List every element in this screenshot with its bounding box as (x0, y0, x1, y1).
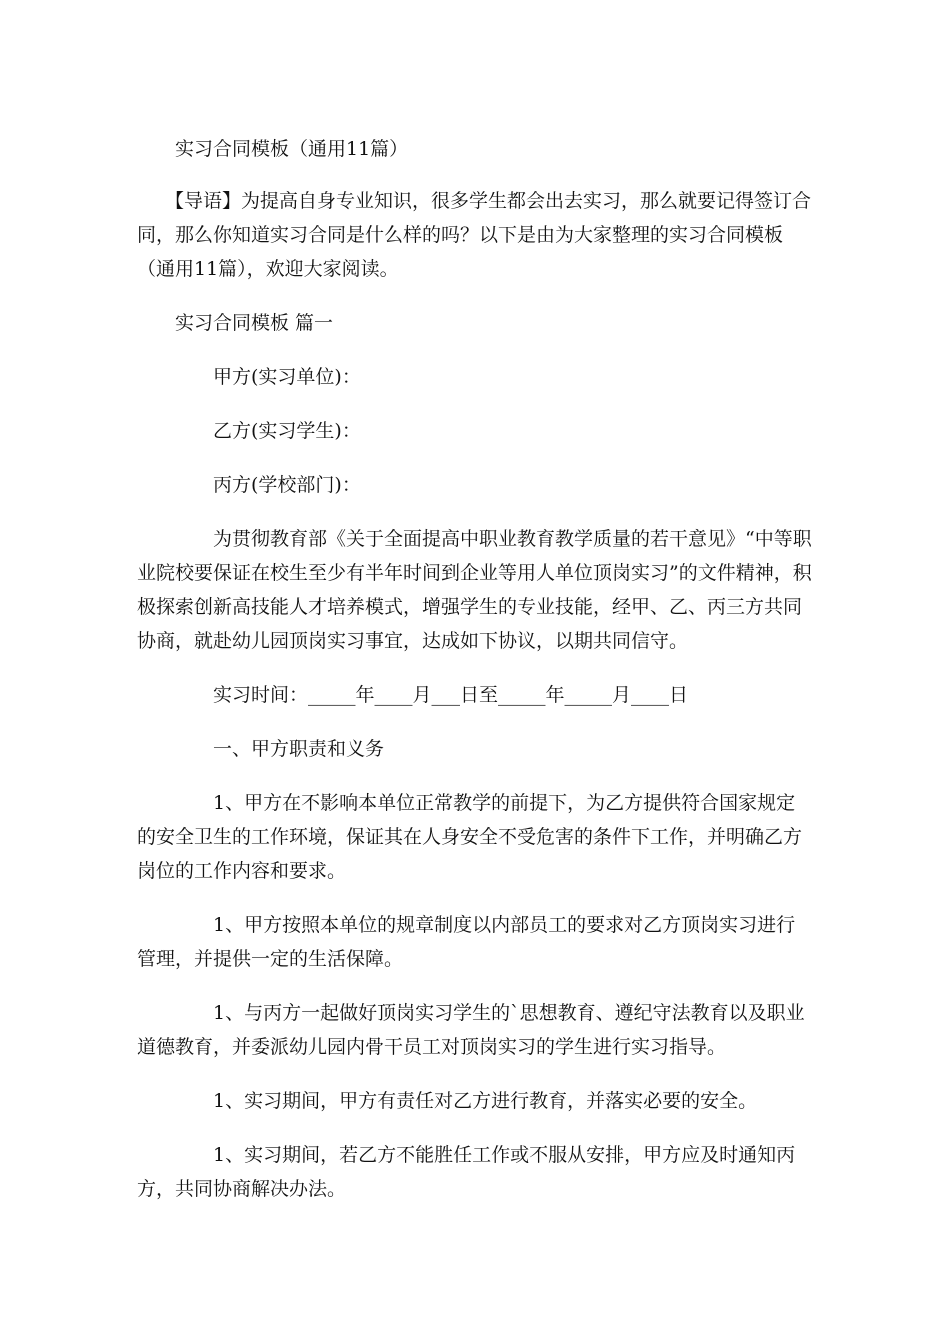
clause-paragraph: 1、甲方按照本单位的规章制度以内部员工的要求对乙方顶岗实习进行管理，并提供一定的生活保障。 (137, 914, 796, 970)
document-title: 实习合同模板（通用11篇） (175, 138, 409, 160)
party-a-line: 甲方(实习单位)： (213, 366, 361, 388)
section-heading: 一、甲方职责和义务 (213, 738, 385, 760)
chapter-title: 实习合同模板 篇一 (175, 312, 334, 334)
internship-time-line: 实习时间：_____年____月___日至_____年_____月____日 (213, 684, 689, 706)
intro-paragraph: 【导语】为提高自身专业知识，很多学生都会出去实习，那么就要记得签订合同，那么你知道实习合同是什么样的吗？以下是由为大家整理的实习合同模板（通用11篇），欢迎大家阅读。 (137, 190, 812, 280)
preamble-paragraph: 为贯彻教育部《关于全面提高中职业教育教学质量的若干意见》“中等职业院校要保证在校生至少有半年时间到企业等用人单位顶岗实习”的文件精神，积极探索创新高技能人才培养模式，增强学生的专业技能，经甲、乙、丙三方共同协商，就赴幼儿园顶岗实习事宜，达成如下协议，以期共同信守。 (137, 528, 812, 652)
party-c-line: 丙方(学校部门)： (213, 474, 361, 496)
document-body (137, 132, 813, 1226)
party-b-line: 乙方(实习学生)： (213, 420, 361, 442)
clause-paragraph: 1、与丙方一起做好顶岗实习学生的`思想教育、遵纪守法教育以及职业道德教育，并委派幼儿园内骨干员工对顶岗实习的学生进行实习指导。 (137, 1002, 805, 1058)
clause-paragraph: 1、实习期间，若乙方不能胜任工作或不服从安排，甲方应及时通知丙方，共同协商解决办法。 (137, 1144, 796, 1200)
clause-paragraph: 1、实习期间，甲方有责任对乙方进行教育，并落实必要的安全。 (213, 1090, 758, 1112)
clause-paragraph: 1、甲方在不影响本单位正常教学的前提下，为乙方提供符合国家规定的安全卫生的工作环境，保证其在人身安全不受危害的条件下工作，并明确乙方岗位的工作内容和要求。 (137, 792, 803, 882)
